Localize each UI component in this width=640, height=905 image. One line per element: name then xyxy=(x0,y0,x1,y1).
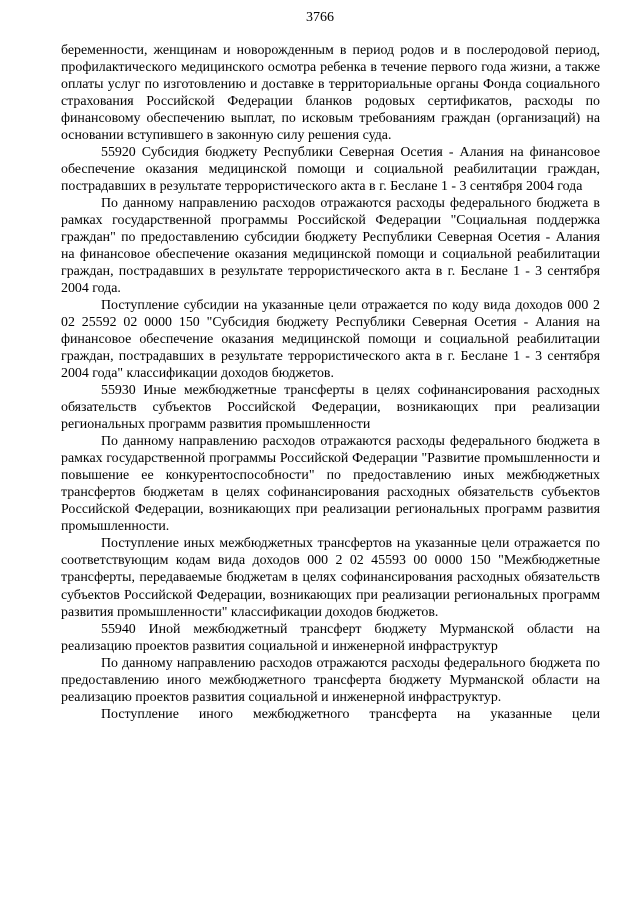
paragraph: По данному направлению расходов отражаются расходы федерального бюджета в рамках государственной программы Российской Федерации "Развитие промышленности и повышение ее конкурентоспособности" по предоставлению иных межбюджетных трансфертов бюджетам в целях софинансирования расходных обязательств субъектов Российской Федерации, возникающих при реализации региональных программ развития промышленности. xyxy=(61,434,600,535)
paragraph-heading-55920: 55920 Субсидия бюджету Республики Северная Осетия - Алания на финансовое обеспечение оказания медицинской помощи и социальной реабилитации граждан, пострадавших в результате террористического акта в г. Беслане 1 - 3 сентября 2004 года xyxy=(61,145,600,195)
document-body xyxy=(61,42,600,723)
page-number: 3766 xyxy=(306,10,334,25)
paragraph-heading-55930: 55930 Иные межбюджетные трансферты в целях софинансирования расходных обязательств субъектов Российской Федерации, возникающих при реализации региональных программ развития промышленности xyxy=(61,383,600,433)
paragraph: Поступление иных межбюджетных трансфертов на указанные цели отражается по соответствующим кодам вида доходов 000 2 02 45593 00 0000 150 "Межбюджетные трансферты, передаваемые бюджетам в целях софинансирования расходных обязательств субъектов Российской Федерации, возникающих при реализации региональных программ развития промышленности" классификации доходов бюджетов. xyxy=(61,536,600,620)
paragraph-truncated: Поступление иного межбюджетного трансферта на указанные цели xyxy=(101,706,600,722)
paragraph-heading-55940: 55940 Иной межбюджетный трансферт бюджету Мурманской области на реализацию проектов развития социальной и инженерной инфраструктур xyxy=(61,621,600,654)
paragraph: По данному направлению расходов отражаются расходы федерального бюджета по предоставлению иного межбюджетного трансферта бюджету Мурманской области на реализацию проектов развития социальной и инженерной инфраструктур. xyxy=(61,655,600,705)
paragraph: Поступление субсидии на указанные цели отражается по коду вида доходов 000 2 02 25592 02 0000 150 "Субсидия бюджету Республики Северная Осетия - Алания на финансовое обеспечение оказания медицинской помощи и социальной реабилитации граждан, пострадавших в результате террористического акта в г. Беслане 1 - 3 сентября 2004 года" классификации доходов бюджетов. xyxy=(61,298,600,382)
paragraph-continuation: беременности, женщинам и новорожденным в период родов и в послеродовой период, профилактического медицинского осмотра ребенка в течение первого года жизни, а также оплаты услуг по изготовлению и доставке в территориальные органы Фонда социального страхования Российской Федерации бланков родовых сертификатов, расходы по финансовому обеспечению выплат, по исковым требованиям граждан (организаций) на основании вступившего в законную силу решения суда. xyxy=(61,43,600,144)
paragraph: По данному направлению расходов отражаются расходы федерального бюджета в рамках государственной программы Российской Федерации "Социальная поддержка граждан" по предоставлению субсидии бюджету Республики Северная Осетия - Алания на финансовое обеспечение оказания медицинской помощи и социальной реабилитации граждан, пострадавших в результате террористического акта в г. Беслане 1 - 3 сентября 2004 года. xyxy=(61,196,600,297)
